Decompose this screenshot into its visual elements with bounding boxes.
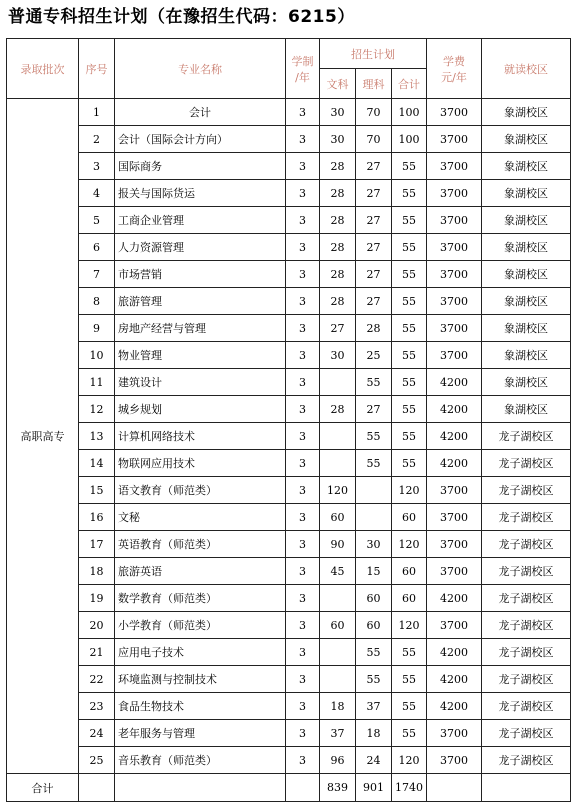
table-body: [7, 99, 571, 774]
row-sum: 55: [392, 369, 427, 396]
row-campus: 龙子湖校区: [482, 666, 571, 693]
row-major-name: 报关与国际货运: [115, 180, 286, 207]
row-years: 3: [286, 720, 320, 747]
total-label: 合计: [7, 774, 79, 802]
row-fee: 3700: [427, 504, 482, 531]
header-years-line1: 学制: [291, 54, 314, 68]
row-fee: 3700: [427, 180, 482, 207]
row-wen: 27: [320, 315, 356, 342]
row-campus: 龙子湖校区: [482, 747, 571, 774]
total-empty-cell: [79, 774, 115, 802]
row-major-name: 会计: [115, 99, 286, 126]
row-years: 3: [286, 369, 320, 396]
table-row: [7, 261, 571, 288]
row-campus: 象湖校区: [482, 126, 571, 153]
row-wen: 28: [320, 234, 356, 261]
row-major-name: 工商企业管理: [115, 207, 286, 234]
table-row: [7, 126, 571, 153]
row-seq: 4: [79, 180, 115, 207]
row-li: 55: [356, 666, 392, 693]
row-li: 27: [356, 396, 392, 423]
row-seq: 16: [79, 504, 115, 531]
row-years: 3: [286, 99, 320, 126]
row-major-name: 食品生物技术: [115, 693, 286, 720]
row-seq: 9: [79, 315, 115, 342]
header-plan: 招生计划: [320, 39, 427, 69]
row-seq: 19: [79, 585, 115, 612]
row-sum: 55: [392, 639, 427, 666]
row-seq: 13: [79, 423, 115, 450]
row-fee: 4200: [427, 666, 482, 693]
row-sum: 120: [392, 747, 427, 774]
row-sum: 60: [392, 558, 427, 585]
row-sum: 55: [392, 450, 427, 477]
row-seq: 10: [79, 342, 115, 369]
row-campus: 象湖校区: [482, 288, 571, 315]
row-wen: [320, 585, 356, 612]
row-sum: 55: [392, 180, 427, 207]
row-major-name: 计算机网络技术: [115, 423, 286, 450]
row-campus: 龙子湖校区: [482, 423, 571, 450]
table-row: [7, 612, 571, 639]
table-row: [7, 693, 571, 720]
row-wen: 18: [320, 693, 356, 720]
row-campus: 龙子湖校区: [482, 477, 571, 504]
table-row: [7, 450, 571, 477]
table-row: [7, 342, 571, 369]
row-campus: 象湖校区: [482, 261, 571, 288]
header-fee-line1: 学费: [443, 54, 465, 68]
row-seq: 7: [79, 261, 115, 288]
row-li: 60: [356, 612, 392, 639]
row-li: 55: [356, 423, 392, 450]
total-row: [7, 774, 571, 802]
row-seq: 3: [79, 153, 115, 180]
row-fee: 4200: [427, 423, 482, 450]
row-wen: [320, 423, 356, 450]
total-empty-cell: [482, 774, 571, 802]
row-fee: 3700: [427, 720, 482, 747]
header-wen: 文科: [320, 69, 356, 99]
row-wen: [320, 639, 356, 666]
row-fee: 3700: [427, 747, 482, 774]
row-sum: 55: [392, 423, 427, 450]
row-years: 3: [286, 531, 320, 558]
row-wen: 37: [320, 720, 356, 747]
row-li: 24: [356, 747, 392, 774]
row-seq: 11: [79, 369, 115, 396]
row-years: 3: [286, 153, 320, 180]
row-sum: 55: [392, 288, 427, 315]
table-row: [7, 180, 571, 207]
row-major-name: 英语教育（师范类）: [115, 531, 286, 558]
row-campus: 龙子湖校区: [482, 612, 571, 639]
row-years: 3: [286, 450, 320, 477]
row-major-name: 建筑设计: [115, 369, 286, 396]
row-wen: 45: [320, 558, 356, 585]
row-li: 55: [356, 639, 392, 666]
row-major-name: 音乐教育（师范类）: [115, 747, 286, 774]
row-years: 3: [286, 693, 320, 720]
row-sum: 55: [392, 342, 427, 369]
row-major-name: 文秘: [115, 504, 286, 531]
row-fee: 4200: [427, 396, 482, 423]
header-fee-line2: 元/年: [441, 70, 467, 84]
row-major-name: 国际商务: [115, 153, 286, 180]
row-major-name: 应用电子技术: [115, 639, 286, 666]
row-seq: 14: [79, 450, 115, 477]
row-li: 55: [356, 369, 392, 396]
row-fee: 3700: [427, 261, 482, 288]
row-major-name: 物业管理: [115, 342, 286, 369]
row-years: 3: [286, 126, 320, 153]
row-campus: 象湖校区: [482, 207, 571, 234]
table-row: [7, 504, 571, 531]
row-years: 3: [286, 504, 320, 531]
enrollment-plan-table: [6, 38, 571, 802]
row-wen: 96: [320, 747, 356, 774]
row-fee: 3700: [427, 531, 482, 558]
row-li: 37: [356, 693, 392, 720]
row-li: 27: [356, 207, 392, 234]
row-campus: 龙子湖校区: [482, 531, 571, 558]
row-sum: 55: [392, 153, 427, 180]
row-fee: 3700: [427, 477, 482, 504]
row-campus: 龙子湖校区: [482, 450, 571, 477]
table-row: [7, 666, 571, 693]
row-major-name: 物联网应用技术: [115, 450, 286, 477]
row-seq: 25: [79, 747, 115, 774]
row-campus: 龙子湖校区: [482, 639, 571, 666]
row-sum: 60: [392, 504, 427, 531]
table-row: [7, 747, 571, 774]
row-seq: 22: [79, 666, 115, 693]
row-campus: 龙子湖校区: [482, 558, 571, 585]
header-li: 理科: [356, 69, 392, 99]
header-batch: 录取批次: [7, 39, 79, 99]
row-years: 3: [286, 477, 320, 504]
row-wen: 28: [320, 153, 356, 180]
total-empty-cell: [427, 774, 482, 802]
table-row: [7, 477, 571, 504]
row-years: 3: [286, 342, 320, 369]
row-wen: 30: [320, 342, 356, 369]
row-years: 3: [286, 207, 320, 234]
row-years: 3: [286, 234, 320, 261]
table-row: [7, 288, 571, 315]
row-seq: 2: [79, 126, 115, 153]
row-fee: 3700: [427, 558, 482, 585]
row-sum: 55: [392, 207, 427, 234]
row-wen: 28: [320, 396, 356, 423]
table-row: [7, 369, 571, 396]
row-wen: 28: [320, 261, 356, 288]
row-campus: 象湖校区: [482, 180, 571, 207]
row-major-name: 房地产经营与管理: [115, 315, 286, 342]
row-seq: 24: [79, 720, 115, 747]
row-li: 60: [356, 585, 392, 612]
total-empty-cell: [115, 774, 286, 802]
header-years-line2: /年: [295, 70, 310, 84]
header-seq: 序号: [79, 39, 115, 99]
row-fee: 3700: [427, 315, 482, 342]
page-title: 普通专科招生计划（在豫招生代码：6215）: [8, 7, 355, 27]
table-row: [7, 207, 571, 234]
row-fee: 4200: [427, 369, 482, 396]
row-years: 3: [286, 666, 320, 693]
table-row: [7, 315, 571, 342]
row-li: 70: [356, 99, 392, 126]
row-seq: 5: [79, 207, 115, 234]
row-sum: 100: [392, 126, 427, 153]
row-major-name: 小学教育（师范类）: [115, 612, 286, 639]
batch-cell: 高职高专: [7, 99, 79, 774]
row-li: 28: [356, 315, 392, 342]
row-major-name: 会计（国际会计方向）: [115, 126, 286, 153]
row-fee: 3700: [427, 234, 482, 261]
row-li: 55: [356, 450, 392, 477]
row-seq: 17: [79, 531, 115, 558]
header-sum: 合计: [392, 69, 427, 99]
row-years: 3: [286, 288, 320, 315]
total-wen: 839: [320, 774, 356, 802]
row-seq: 23: [79, 693, 115, 720]
row-fee: 3700: [427, 342, 482, 369]
row-fee: 4200: [427, 585, 482, 612]
row-li: [356, 504, 392, 531]
row-sum: 120: [392, 612, 427, 639]
row-years: 3: [286, 396, 320, 423]
row-years: 3: [286, 180, 320, 207]
row-li: 70: [356, 126, 392, 153]
table-row: [7, 639, 571, 666]
total-li: 901: [356, 774, 392, 802]
row-fee: 3700: [427, 612, 482, 639]
row-wen: 30: [320, 126, 356, 153]
row-sum: 55: [392, 396, 427, 423]
row-li: 27: [356, 261, 392, 288]
table-row: [7, 396, 571, 423]
row-campus: 象湖校区: [482, 369, 571, 396]
row-fee: 4200: [427, 450, 482, 477]
row-fee: 3700: [427, 153, 482, 180]
row-sum: 120: [392, 477, 427, 504]
header-years: [286, 39, 320, 99]
row-li: 27: [356, 288, 392, 315]
row-campus: 象湖校区: [482, 153, 571, 180]
row-fee: 3700: [427, 99, 482, 126]
row-wen: [320, 450, 356, 477]
row-wen: [320, 369, 356, 396]
row-years: 3: [286, 585, 320, 612]
row-wen: [320, 666, 356, 693]
row-years: 3: [286, 639, 320, 666]
row-seq: 6: [79, 234, 115, 261]
table-row: [7, 585, 571, 612]
row-li: 18: [356, 720, 392, 747]
row-years: 3: [286, 423, 320, 450]
row-seq: 18: [79, 558, 115, 585]
row-li: 25: [356, 342, 392, 369]
row-wen: 120: [320, 477, 356, 504]
header-campus: 就读校区: [482, 39, 571, 99]
total-sum: 1740: [392, 774, 427, 802]
table-row: [7, 423, 571, 450]
row-wen: 28: [320, 288, 356, 315]
row-li: 27: [356, 153, 392, 180]
row-sum: 55: [392, 666, 427, 693]
row-major-name: 老年服务与管理: [115, 720, 286, 747]
row-wen: 90: [320, 531, 356, 558]
total-empty-cell: [286, 774, 320, 802]
row-campus: 龙子湖校区: [482, 504, 571, 531]
table-row: [7, 153, 571, 180]
row-fee: 3700: [427, 207, 482, 234]
table-row: [7, 99, 571, 126]
row-wen: 30: [320, 99, 356, 126]
row-fee: 3700: [427, 126, 482, 153]
row-major-name: 语文教育（师范类）: [115, 477, 286, 504]
row-major-name: 环境监测与控制技术: [115, 666, 286, 693]
table-row: [7, 234, 571, 261]
row-years: 3: [286, 261, 320, 288]
row-fee: 3700: [427, 288, 482, 315]
row-li: [356, 477, 392, 504]
row-seq: 8: [79, 288, 115, 315]
row-seq: 12: [79, 396, 115, 423]
row-li: 15: [356, 558, 392, 585]
row-campus: 象湖校区: [482, 234, 571, 261]
row-fee: 4200: [427, 639, 482, 666]
row-wen: 60: [320, 612, 356, 639]
row-campus: 龙子湖校区: [482, 693, 571, 720]
header-fee: [427, 39, 482, 99]
row-campus: 象湖校区: [482, 99, 571, 126]
row-sum: 55: [392, 234, 427, 261]
row-years: 3: [286, 747, 320, 774]
row-years: 3: [286, 315, 320, 342]
table-row: [7, 558, 571, 585]
row-years: 3: [286, 558, 320, 585]
row-major-name: 旅游管理: [115, 288, 286, 315]
row-li: 27: [356, 180, 392, 207]
row-li: 27: [356, 234, 392, 261]
row-campus: 龙子湖校区: [482, 585, 571, 612]
row-campus: 龙子湖校区: [482, 720, 571, 747]
row-campus: 象湖校区: [482, 315, 571, 342]
row-seq: 1: [79, 99, 115, 126]
row-sum: 55: [392, 261, 427, 288]
row-li: 30: [356, 531, 392, 558]
row-seq: 15: [79, 477, 115, 504]
row-sum: 55: [392, 315, 427, 342]
row-fee: 4200: [427, 693, 482, 720]
header-major: 专业名称: [115, 39, 286, 99]
row-years: 3: [286, 612, 320, 639]
row-wen: 28: [320, 207, 356, 234]
row-sum: 100: [392, 99, 427, 126]
row-major-name: 城乡规划: [115, 396, 286, 423]
row-seq: 20: [79, 612, 115, 639]
row-sum: 120: [392, 531, 427, 558]
table-row: [7, 531, 571, 558]
row-campus: 象湖校区: [482, 396, 571, 423]
row-major-name: 旅游英语: [115, 558, 286, 585]
row-sum: 60: [392, 585, 427, 612]
row-sum: 55: [392, 693, 427, 720]
row-major-name: 市场营销: [115, 261, 286, 288]
row-major-name: 数学教育（师范类）: [115, 585, 286, 612]
row-major-name: 人力资源管理: [115, 234, 286, 261]
row-wen: 60: [320, 504, 356, 531]
row-seq: 21: [79, 639, 115, 666]
row-sum: 55: [392, 720, 427, 747]
row-campus: 象湖校区: [482, 342, 571, 369]
row-wen: 28: [320, 180, 356, 207]
table-row: [7, 720, 571, 747]
